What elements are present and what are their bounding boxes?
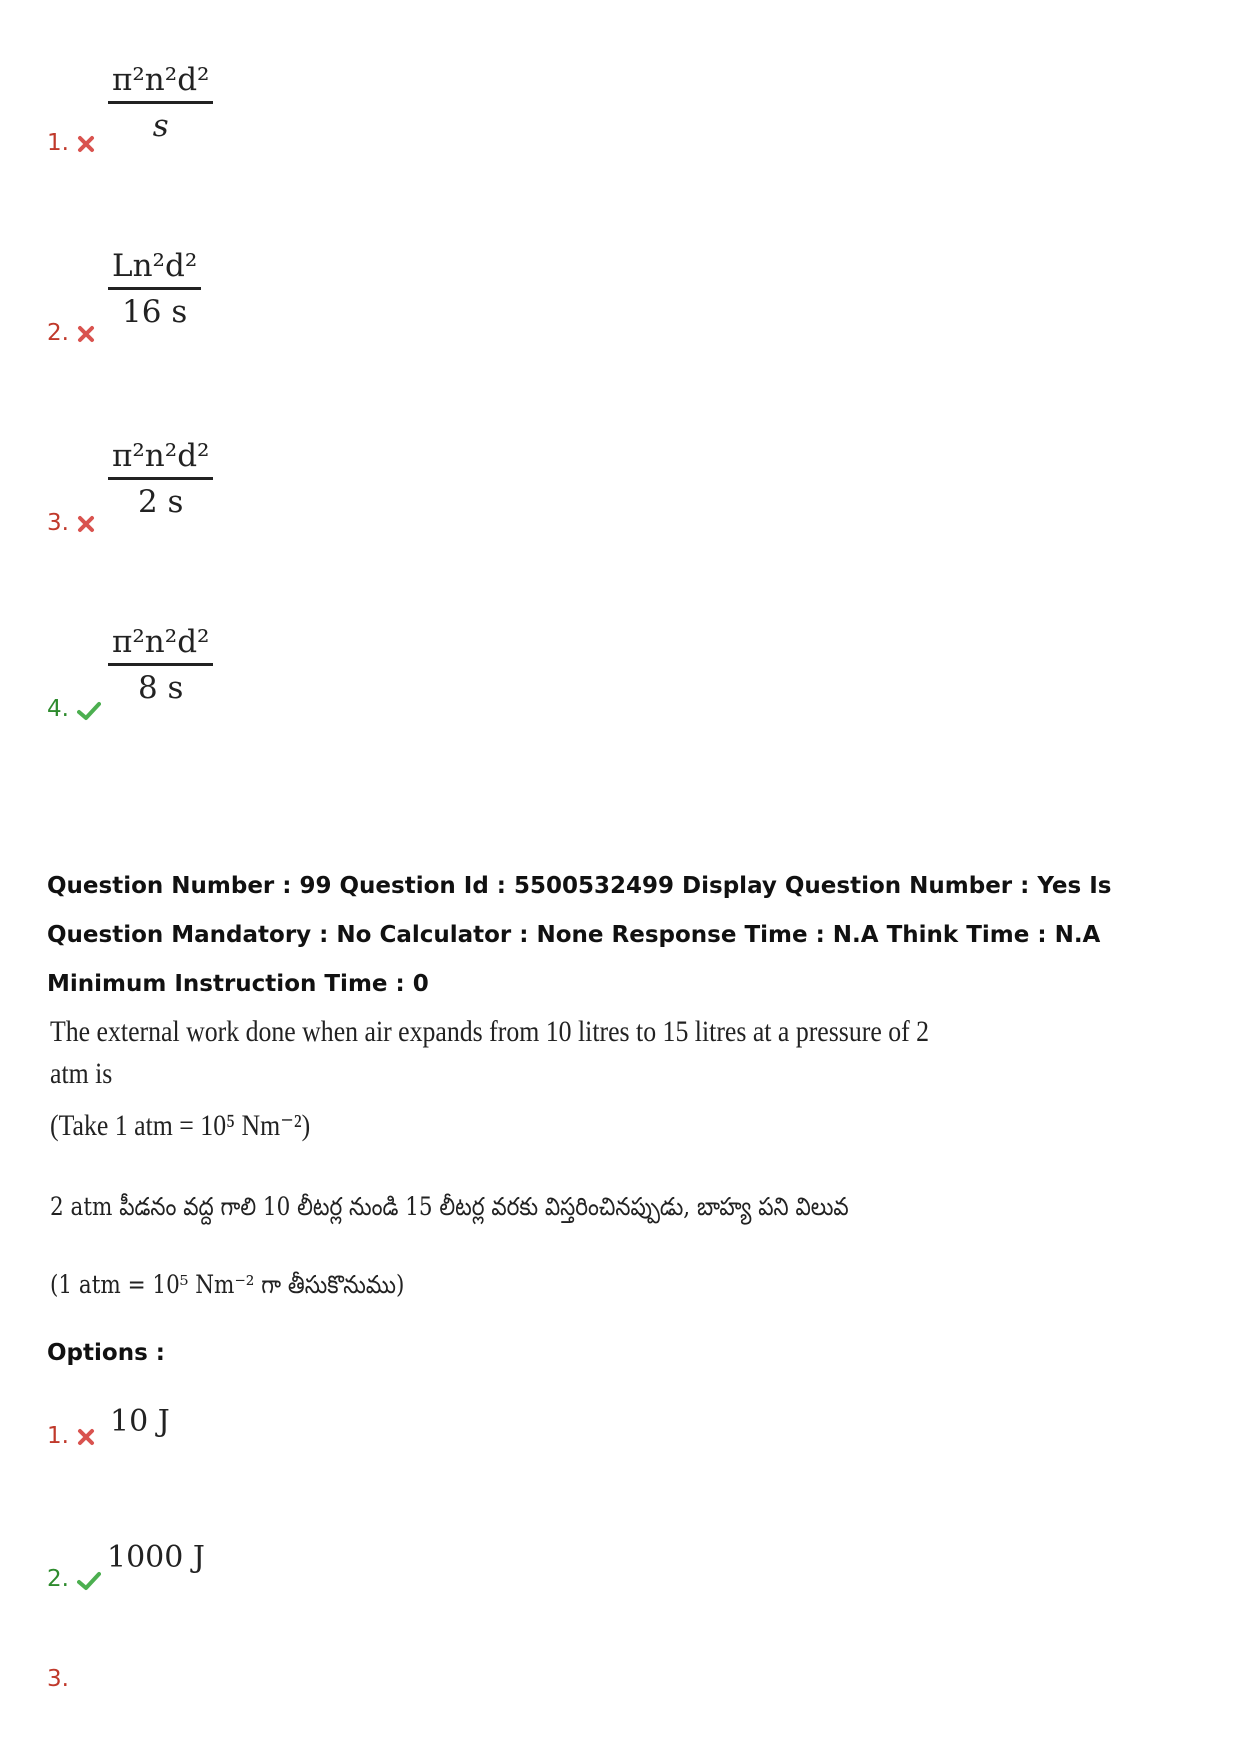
option-fraction <box>108 624 213 706</box>
option-number: 2. <box>47 1566 69 1592</box>
cross-icon <box>77 325 103 345</box>
fraction-denominator: 16 s <box>122 294 188 330</box>
option-number: 1. <box>47 130 69 156</box>
fraction-denominator: s <box>152 108 169 144</box>
fraction-numerator: π²n²d² <box>108 624 213 666</box>
option-fraction <box>108 438 213 520</box>
cross-icon <box>77 1428 103 1448</box>
fraction-numerator: π²n²d² <box>108 62 213 104</box>
option-number: 1. <box>47 1423 69 1449</box>
option-number: 2. <box>47 320 69 346</box>
fraction-denominator: 8 s <box>137 670 184 706</box>
fraction-numerator: Ln²d² <box>108 248 201 290</box>
question-metadata: Question Number : 99 Question Id : 5500532499 Display Question Number : Yes Is Question Mandatory : No Calculator : None Response Time : N.A Think Time : N.A Minimum Instruction Time : 0 <box>47 873 1112 997</box>
question-text-te-line1: 2 atm పీడనం వద్ద గాలి 10 లీటర్ల నుండి 15 లీటర్ల వరకు విస్తరించినప్పుడు, బాహ్య పని విలువ <box>50 1192 849 1221</box>
option-value: 1000 J <box>107 1540 205 1575</box>
check-icon <box>77 701 103 721</box>
question-text-en-line2: atm is <box>50 1057 113 1090</box>
fraction-denominator: 2 s <box>137 484 184 520</box>
cross-icon <box>77 515 103 535</box>
option-fraction <box>108 62 213 144</box>
question-text-te-line2: (1 atm = 10⁵ Nm⁻² గా తీసుకొనుము) <box>50 1270 405 1299</box>
option-number: 3. <box>47 510 69 536</box>
question-text-en-line3: (Take 1 atm = 10⁵ Nm⁻²) <box>50 1109 311 1142</box>
fraction-numerator: π²n²d² <box>108 438 213 480</box>
options-label: Options : <box>47 1340 165 1366</box>
option-value: 10 J <box>110 1404 170 1439</box>
question-text-en-line1: The external work done when air expands from 10 litres to 15 litres at a pressure of 2 <box>50 1015 930 1048</box>
option-number: 4. <box>47 696 69 722</box>
option-fraction <box>108 248 201 330</box>
check-icon <box>77 1571 103 1591</box>
option-number: 3. <box>47 1666 69 1692</box>
cross-icon <box>77 135 103 155</box>
